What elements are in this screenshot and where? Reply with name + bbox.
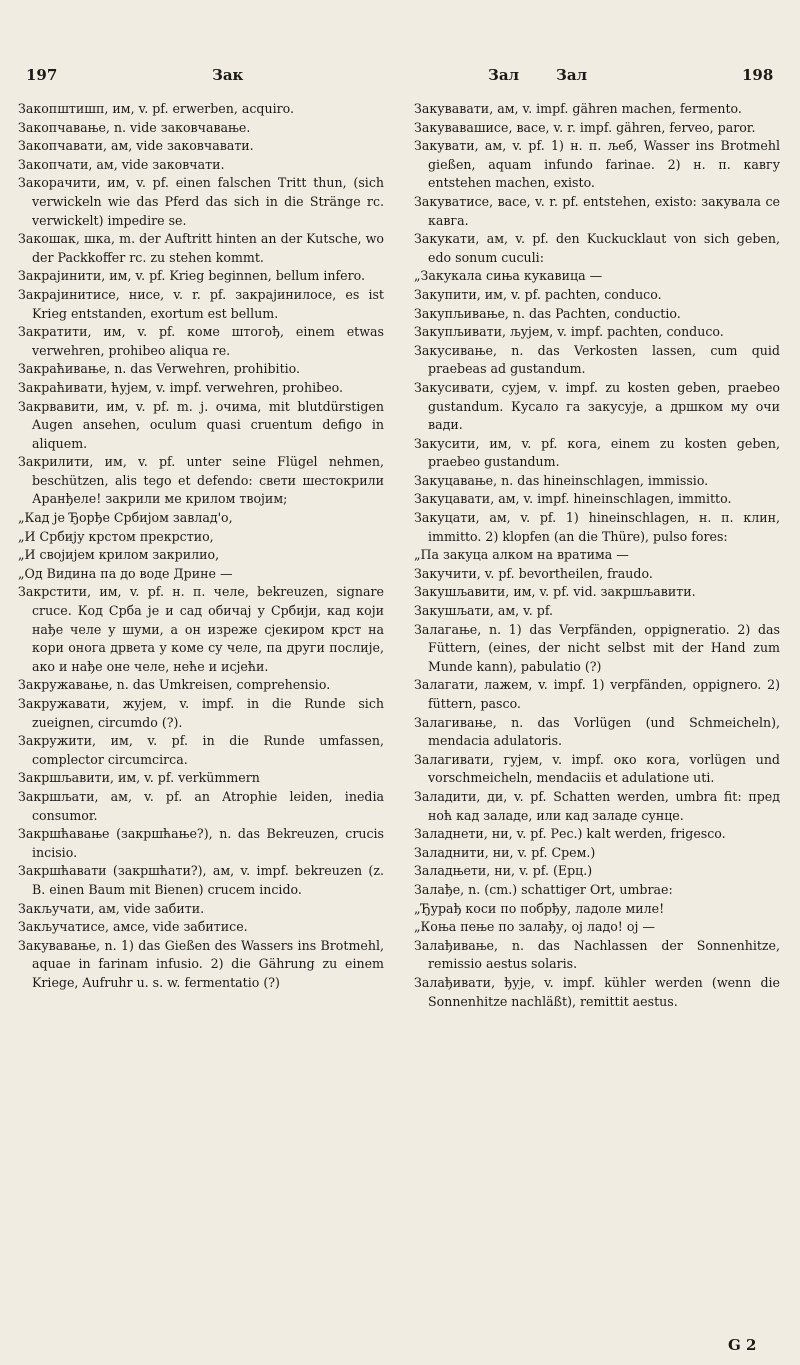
right-column xyxy=(414,100,780,1011)
dictionary-entry: Залагање, n. 1) das Verpfänden, oppigneratio. 2) das Füttern, (eines, der nicht selbst mit der Hand zum Munde kann), pabulatio (?) xyxy=(414,621,780,674)
dictionary-entry: Закукати, ам, v. pf. den Kuckucklaut von sich geben, edo sonum cuculi: xyxy=(414,231,780,265)
dictionary-entry: Закувавашисе, васе, v. r. impf. gähren, ferveo, paror. xyxy=(414,119,756,135)
dictionary-entry: Закрстити, им, v. pf. н. п. челе, bekreuzen, signare cruce. Код Срба је и сад обичај у Србији, кад који нађе челе у шуми, а он изреже сјекиром крст на кори онога дрвета у коме су челе, па други послије, ако и нађе оне челе, неће и исјећи. xyxy=(18,584,384,674)
running-head-left: Зак xyxy=(212,66,244,84)
dictionary-entry: Залагивање, n. das Vorlügen (und Schmeicheln), mendacia adulatoris. xyxy=(414,714,780,749)
dictionary-entry: Закорачити, им, v. pf. einen falschen Tritt thun, (sich verwickeln wie das Pferd das sich in die Stränge rc. verwickelt) impedire se. xyxy=(18,175,384,228)
page-number-left: 197 xyxy=(26,66,58,84)
dictionary-entry: Закрајинитисе, нисе, v. r. pf. закрајинилосе, es ist Krieg entstanden, exortum est bellum. xyxy=(18,286,384,321)
dictionary-entry: Закуватисе, васе, v. r. pf. entstehen, existo: закувала се кавга. xyxy=(414,193,780,228)
dictionary-entry: Закусивати, сујем, v. impf. zu kosten geben, praebeo gustandum. Кусало га закусује, а дршком му очи вади. xyxy=(414,379,780,433)
dictionary-entry: Закувати, ам, v. pf. 1) н. п. љеб, Wasser ins Brotmehl gießen, aquam infundo farinae. 2) н. п. кавгу entstehen machen, existo. xyxy=(414,138,780,191)
quote-line: „И Србију крстом прекрстио, xyxy=(18,528,214,544)
dictionary-entry: Заладњети, ни, v. pf. (Ерц.) xyxy=(414,863,593,879)
dictionary-entry: Закопштишп, им, v. pf. erwerben, acquiro. xyxy=(18,101,294,116)
page-number-right: 198 xyxy=(742,66,774,84)
dictionary-entry: Закрвавити, им, v. pf. m. j. очима, mit blutdürstigen Augen ansehen, oculum quasi cruentum defigo in aliquem. xyxy=(18,398,384,451)
signature-mark: G 2 xyxy=(728,1336,757,1354)
quote-line: „Ђурађ коси по побрђу, ладоле миле! xyxy=(414,900,665,916)
left-column xyxy=(18,100,384,993)
running-head xyxy=(0,66,800,96)
dictionary-entry: Закошак, шка, m. der Auftritt hinten an der Kutsche, wo der Packkoffer rc. zu stehen kommt. xyxy=(18,231,384,265)
running-head-right-1: Зал xyxy=(488,66,520,84)
dictionary-entry: Закраћивати, ћујем, v. impf. verwehren, prohibeo. xyxy=(18,379,344,395)
dictionary-entry: Закршћавање (закршћање?), n. das Bekreuzen, crucis incisio. xyxy=(18,826,384,860)
dictionary-entry: Закружавање, n. das Umkreisen, comprehensio. xyxy=(18,677,331,693)
dictionary-entry: Закопчавање, n. vide заковчавање. xyxy=(18,119,251,135)
quote-line: „Закукала сиња кукавица — xyxy=(414,268,603,284)
dictionary-entry: Закувавати, ам, v. impf. gähren machen, fermento. xyxy=(414,101,742,116)
dictionary-entry: Закушљати, ам, v. pf. xyxy=(414,603,554,619)
quote-line: „И својијем крилом закрилио, xyxy=(18,547,220,563)
dictionary-entry: Закружавати, жујем, v. impf. in die Runde sich zueignen, circumdo (?). xyxy=(18,696,384,730)
dictionary-entry: Закрајинити, им, v. pf. Krieg beginnen, bellum infero. xyxy=(18,268,365,284)
dictionary-entry: Закључатисе, амсе, vide забитисе. xyxy=(18,919,248,935)
dictionary-entry: Залађивање, n. das Nachlassen der Sonnenhitze, remissio aestus solaris. xyxy=(414,937,780,972)
dictionary-entry: Закусивање, n. das Verkosten lassen, cum quid praebeas ad gustandum. xyxy=(414,342,780,377)
dictionary-entry: Закуцати, ам, v. pf. 1) hineinschlagen, н. п. клин, immitto. 2) klopfen (an die Thüre), pulso fores: xyxy=(414,510,780,544)
quote-line: „Коња пење по залађу, ој ладо! ој — xyxy=(414,919,655,935)
dictionary-entry: Закучити, v. pf. bevortheilen, fraudo. xyxy=(414,565,653,581)
dictionary-entry: Закусити, им, v. pf. кога, einem zu kosten geben, praebeo gustandum. xyxy=(414,435,780,470)
dictionary-entry: Закушљавити, им, v. pf. vid. закршљавити. xyxy=(414,584,696,600)
dictionary-entry: Заладнити, ни, v. pf. Срем.) xyxy=(414,844,596,860)
dictionary-entry: Закршљавити, им, v. pf. verkümmern xyxy=(18,770,260,786)
dictionary-entry: Закуцавање, n. das hineinschlagen, immissio. xyxy=(414,472,709,488)
quote-line: „Па закуца алком на вратима — xyxy=(414,547,629,563)
dictionary-entry: Закрилити, им, v. pf. unter seine Flügel nehmen, beschützen, alis tego et defendo: свети шестокрили Аранђеле! закрили ме крилом твојим; xyxy=(18,454,384,507)
dictionary-entry: Закувавање, n. 1) das Gießen des Wassers ins Brotmehl, aquae in farinam infusio. 2) die Gährung zu einem Kriege, Aufruhr u. s. w. fermentatio (?) xyxy=(18,937,384,990)
dictionary-entry: Закружити, им, v. pf. in die Runde umfassen, complector circumcirca. xyxy=(18,733,384,767)
dictionary-entry: Закупљивање, n. das Pachten, conductio. xyxy=(414,305,681,321)
dictionary-entry: Закопчати, ам, vide заковчати. xyxy=(18,156,225,172)
dictionary-entry: Закратити, им, v. pf. коме штогођ, einem etwas verwehren, prohibeo aliqua re. xyxy=(18,324,384,358)
dictionary-entry: Заладнети, ни, v. pf. Рес.) kalt werden, frigesco. xyxy=(414,826,726,842)
dictionary-entry: Закључати, ам, vide забити. xyxy=(18,900,205,916)
dictionary-entry: Залађе, n. (cm.) schattiger Ort, umbrae: xyxy=(414,881,673,897)
dictionary-entry: Залађивати, ђује, v. impf. kühler werden (wenn die Sonnenhitze nachläßt), remittit aestus. xyxy=(414,974,780,1009)
dictionary-entry: Закопчавати, ам, vide заковчавати. xyxy=(18,138,254,154)
running-head-right-2: Зал xyxy=(556,66,588,84)
dictionary-entry: Закршљати, ам, v. pf. an Atrophie leiden, inedia consumor. xyxy=(18,788,384,823)
dictionary-entry: Закршћавати (закршћати?), ам, v. impf. bekreuzen (z. B. einen Baum mit Bienen) crucem incido. xyxy=(18,863,384,897)
quote-line: „Од Видина па до воде Дрине — xyxy=(18,565,233,581)
dictionary-entry: Закраћивање, n. das Verwehren, prohibitio. xyxy=(18,361,301,377)
dictionary-entry: Закуцавати, ам, v. impf. hineinschlagen, immitto. xyxy=(414,491,732,507)
dictionary-entry: Заладити, ди, v. pf. Schatten werden, umbra fit: пред ноћ кад заладе, или кад заладе сунце. xyxy=(414,788,780,823)
dictionary-entry: Закупити, им, v. pf. pachten, conduco. xyxy=(414,286,662,302)
dictionary-entry: Залагати, лажем, v. impf. 1) verpfänden, oppignero. 2) füttern, pasco. xyxy=(414,677,780,711)
dictionary-entry: Закупљивати, љујем, v. impf. pachten, conduco. xyxy=(414,324,724,340)
dictionary-entry: Залагивати, гујем, v. impf. око кога, vorlügen und vorschmeicheln, mendaciis et adulatione uti. xyxy=(414,751,780,786)
quote-line: „Кад је Ђорђе Србијом завлад'о, xyxy=(18,510,233,526)
